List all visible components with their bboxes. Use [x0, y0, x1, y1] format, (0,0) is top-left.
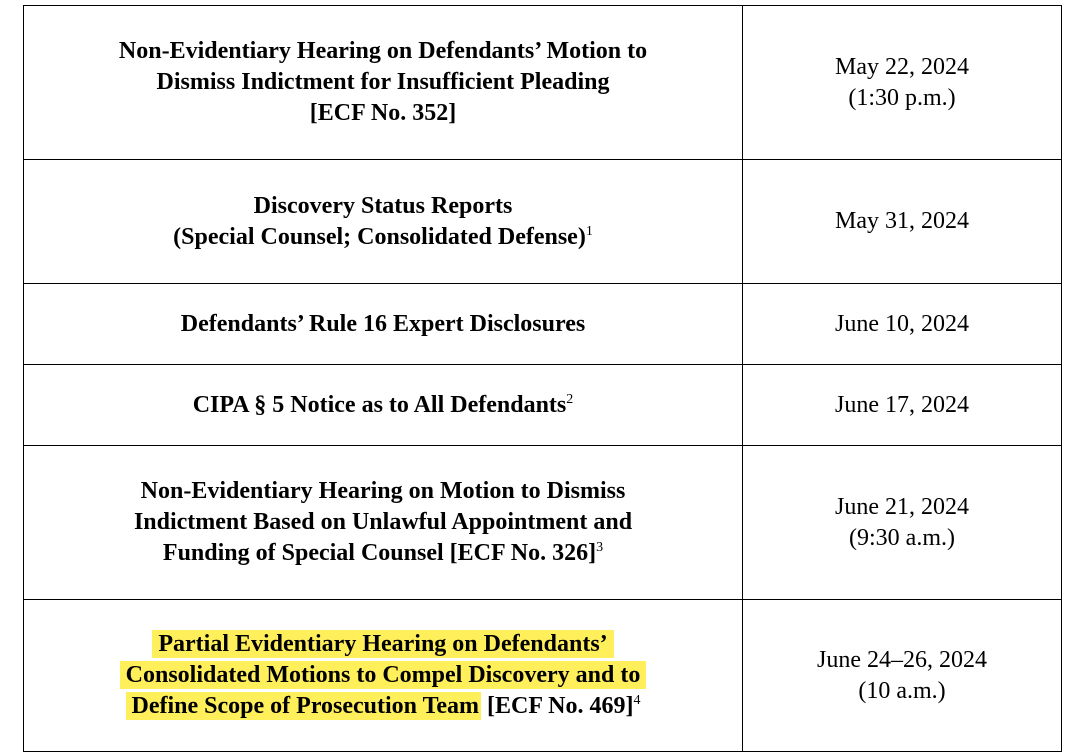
highlighted-event-line: Partial Evidentiary Hearing on Defendants’ [152, 630, 613, 658]
date-line: June 24–26, 2024 [817, 646, 987, 673]
date-line: June 10, 2024 [835, 310, 969, 337]
date-cell [743, 160, 1062, 284]
event-cell [24, 365, 743, 446]
event-cell [24, 160, 743, 284]
table-row [24, 600, 1062, 752]
event-citation: [ECF No. 469] [481, 693, 634, 719]
highlighted-event-line: Consolidated Motions to Compel Discovery and to [120, 661, 647, 689]
event-line: Non-Evidentiary Hearing on Motion to Dismiss [140, 478, 626, 504]
footnote-marker: 2 [566, 391, 574, 407]
table-row [24, 365, 1062, 446]
event-line: Indictment Based on Unlawful Appointment and [133, 509, 633, 535]
footnote-marker: 3 [596, 540, 604, 555]
event-cell [24, 284, 743, 365]
event-line: Defendants’ Rule 16 Expert Disclosures [180, 310, 586, 337]
event-line: (Special Counsel; Consolidated Defense) [173, 223, 586, 250]
highlighted-event-line: Define Scope of Prosecution Team [126, 692, 482, 720]
event-line: Non-Evidentiary Hearing on Defendants’ Motion to [118, 38, 648, 64]
event-line: Funding of Special Counsel [ECF No. 326] [162, 540, 597, 566]
schedule-table [23, 5, 1062, 752]
date-line: May 31, 2024 [835, 208, 969, 234]
table-row [24, 284, 1062, 365]
date-line: June 17, 2024 [835, 391, 969, 418]
date-cell [743, 284, 1062, 365]
table-row [24, 446, 1062, 600]
time-line: (10 a.m.) [858, 677, 946, 704]
footnote-marker: 4 [633, 693, 641, 708]
table-row [24, 6, 1062, 160]
event-cell [24, 446, 743, 600]
date-cell [743, 446, 1062, 600]
event-line: Dismiss Indictment for Insufficient Pleading [156, 69, 610, 95]
date-line: May 22, 2024 [835, 53, 969, 80]
date-cell [743, 600, 1062, 752]
event-cell [24, 6, 743, 160]
footnote-marker: 1 [585, 223, 593, 239]
event-line: Discovery Status Reports [253, 192, 513, 219]
date-line: June 21, 2024 [835, 493, 969, 520]
date-cell [743, 6, 1062, 160]
table-row [24, 160, 1062, 284]
event-line: [ECF No. 352] [309, 100, 457, 126]
date-cell [743, 365, 1062, 446]
event-line: CIPA § 5 Notice as to All Defendants [192, 391, 567, 418]
time-line: (1:30 p.m.) [848, 84, 956, 111]
time-line: (9:30 a.m.) [849, 524, 955, 551]
event-cell [24, 600, 743, 752]
